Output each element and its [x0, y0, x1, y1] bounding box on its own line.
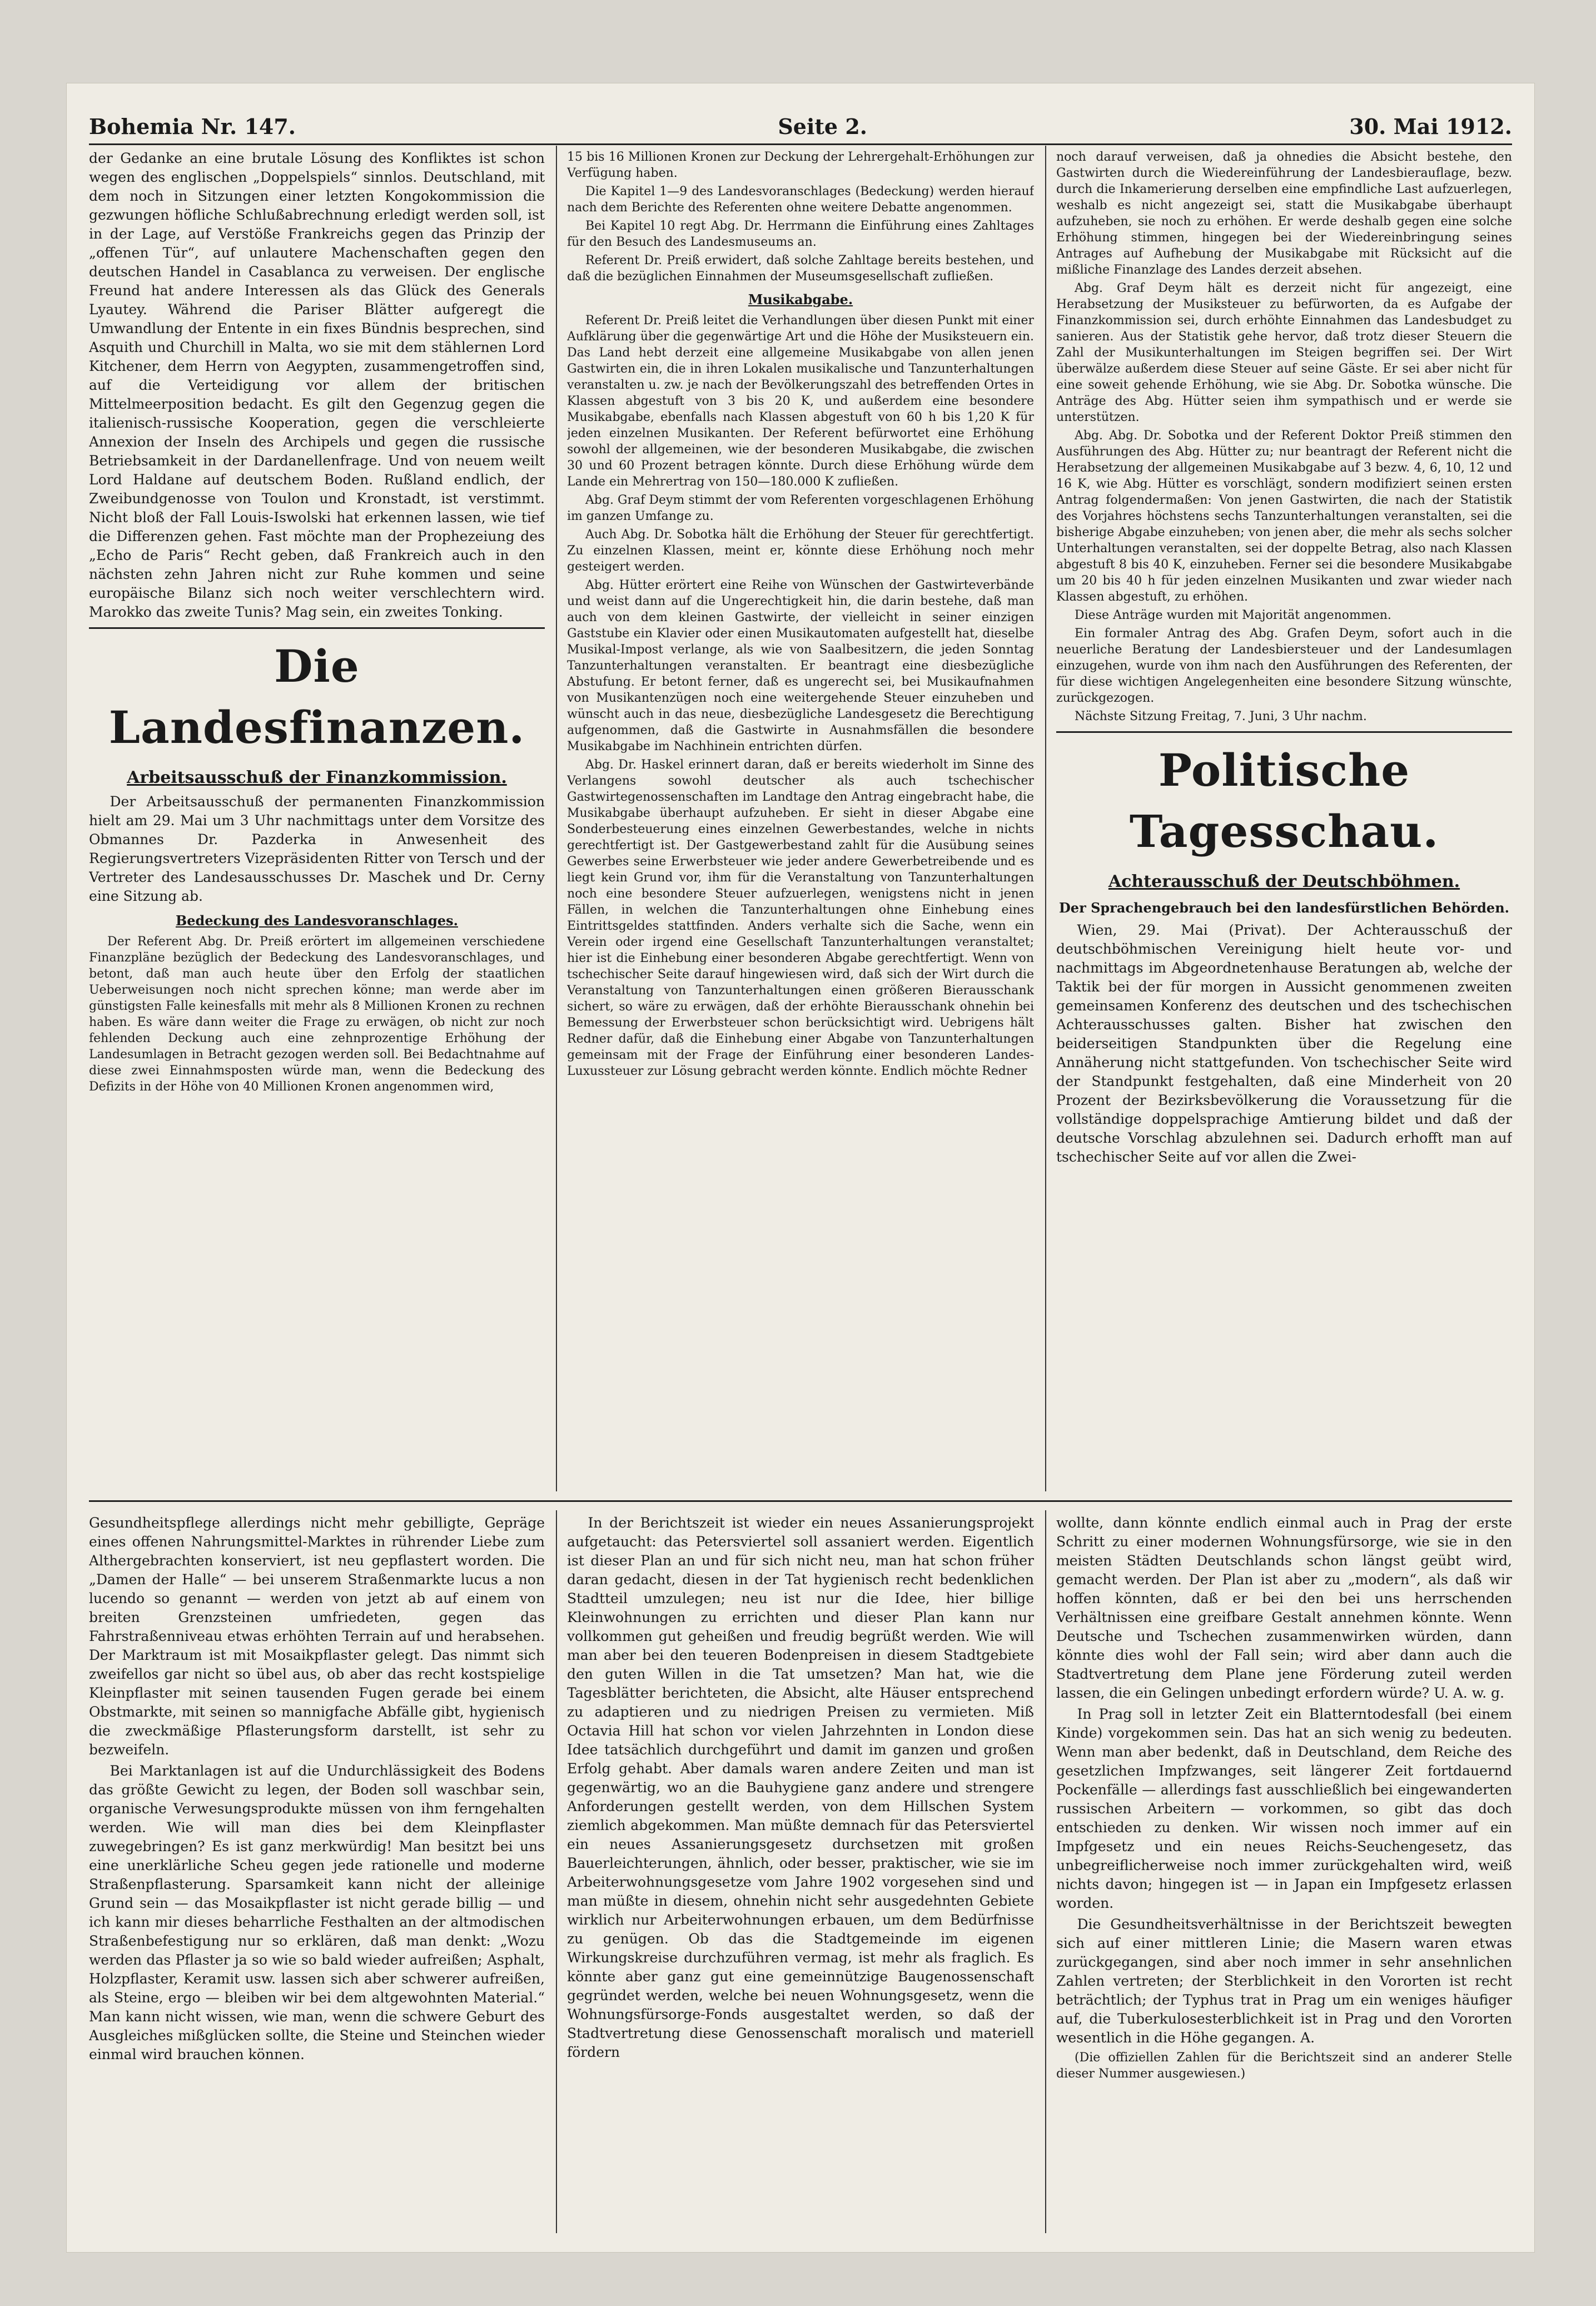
column-rule — [556, 1510, 557, 2233]
article-paragraph: In Prag soll in letzter Zeit ein Blatterntodesfall (bei einem Kinde) vorgekommen sein. Das hat an sich wenig zu bedeuten. Wenn man aber bedenkt, daß in Deutschland, dem Reiche des gesetzlichen Impfzwanges, seit längerer Zeit fortdauernd Pockenfälle — allerdings fast ausschließlich bei eingewanderten russischen Arbeitern — vorkommen, so gibt das doch entschieden zu denken. Wir wissen noch immer auf ein Impfgesetz und ein neues Reichs-Seuchengesetz, das unbegreiflicherweise noch immer zurückgehalten wird, weiß nichts davon; hingegen ist — in Japan ein Impfgesetz erlassen worden. — [1056, 1706, 1512, 1911]
section-subheading: Musikabgabe. — [748, 291, 853, 308]
bottom-column-1 — [89, 1514, 545, 2236]
article-paragraph: Abg. Dr. Haskel erinnert daran, daß er bereits wiederholt im Sinne des Verlangens sowohl deutscher als auch tschechischer Gastwirtegenossenschaften im Landtage den Antrag eingebracht habe, die Musikabgabe überhaupt aufzuheben. Er sieht in dieser Abgabe eine Sonderbesteuerung eines einzelnen Gewerbestandes, welche in nichts gerechtfertigt ist. Der Gastgewerbestand zahlt für die Ausübung seines Gewerbes seine Erwerbsteuer wie jeder andere Gewerbetreibende und es liegt kein Grund vor, ihm für die Veranstaltung von Tanzunterhaltungen noch eine besondere Steuer aufzuerlegen, wenigstens nicht in jenen Fällen, in welchen die Tanzunterhaltungen ohne Einhebung eines Eintrittsgeldes stattfinden. Anders verhalte sich die Sache, wenn ein Verein oder irgend eine Gesellschaft Tanzunterhaltungen veranstaltet; hier ist die Einhebung einer besonderen Abgabe gerechtfertigt. Wenn von tschechischer Seite darauf hingewiesen wird, daß sich der Wirt durch die Veranstaltung von Tanzunterhaltungen einen größeren Bierausschank sichert, so wäre zu erwägen, daß der erhöhte Bierausschank ohnehin bei Bemessung der Erwerbsteuer schon berücksichtigt wird. Uebrigens hält Redner dafür, daß die Einhebung einer Abgabe von Tanzunterhaltungen gemeinsam mit der Frage der Einführung einer besonderen Landes-Luxussteuer zur Lösung gebracht werden könnte. Endlich möchte Redner — [567, 758, 1034, 1078]
section-title: Achterausschuß der Deutschböhmen. — [1108, 872, 1460, 891]
article-footnote: (Die offiziellen Zahlen für die Berichtszeit sind an anderer Stelle dieser Nummer ausgewiesen.) — [1056, 2051, 1512, 2081]
article-paragraph: In der Berichtszeit ist wieder ein neues Assanierungsprojekt aufgetaucht: das Petersviertel soll assaniert werden. Eigentlich ist dieser Plan an und für sich nicht neu, man hat schon früher daran gedacht, diesen in der Tat hygienisch recht bedenklichen Stadtteil umzulegen; neu ist nur die Idee, hier billige Kleinwohnungen zu errichten und dieser Plan kann nur vollkommen gut geheißen und freudig begrüßt werden. Wie will man aber bei den teueren Bodenpreisen in diesem Stadtgebiete den guten Willen in die Tat umsetzen? Man hat, wie die Tagesblätter berichteten, die Absicht, alte Häuser entsprechend zu adaptieren und zu niedrigen Preisen zu vermieten. Miß Octavia Hill hat schon vor vielen Jahrzehnten in London diese Idee tatsächlich durchgeführt und damit im ganzen und großen Erfolg gehabt. Aber damals waren andere Zeiten und man ist gegenwärtig, wo an die Bauhygiene ganz andere und strengere Anforderungen gestellt werden, von dem Hillschen System ziemlich abgekommen. Man müßte demnach für das Petersviertel ein neues Assanierungsgesetz durchsetzen mit großen Bauerleichterungen, ähnlich, oder besser, praktischer, wie sie im Arbeiterwohnungsgesetze vom Jahre 1902 vorgesehen sind und man müßte in diesem, ohnehin nicht sehr ausgedehnten Gebiete wirklich nur Arbeiterwohnungen erbauen, um dem Bedürfnisse zu genügen. Ob das die Stadtgemeinde im eigenen Wirkungskreise durchzuführen vermag, ist mehr als fraglich. Es könnte aber ganz gut eine gemeinnützige Baugenossenschaft gegründet werden, welche bei neuen Wohnungsgesetz, wenn die Wohnungsfürsorge-Fonds ausgestaltet werden, so daß der Stadtvertretung diese Genossenschaft moralisch und materiell fördern — [567, 1515, 1034, 2060]
article-paragraph: Ein formaler Antrag des Abg. Grafen Deym, sofort auch in die neuerliche Beratung der Landesbiersteuer und der Landesumlagen einzugehen, wurde von ihm nach den Ausführungen des Referenten, der für diese wichtigen Angelegenheiten eine besondere Sitzung wünschte, zurückgezogen. — [1056, 627, 1512, 705]
article-paragraph: Die Gesundheitsverhältnisse in der Berichtszeit bewegten sich auf einer mittleren Linie; die Masern waren etwas zurückgegangen, sind aber noch immer in sehr ansehnlichen Zahlen vertreten; der Sterblichkeit in den Vororten ist recht beträchtlich; der Typhus trat in Prag um ein weniges häufiger auf, die Tuberkulosesterblichkeit ist in Prag und den Vororten wesentlich in die Höhe gegangen. A. — [1056, 1916, 1512, 2046]
divider — [1056, 731, 1512, 733]
article-paragraph: Der Arbeitsausschuß der permanenten Finanzkommission hielt am 29. Mai um 3 Uhr nachmittags unter dem Vorsitze des Obmannes Dr. Pazderka in Anwesenheit des Regierungsvertreters Vizepräsidenten Ritter von Tersch und der Vertreter des Landesausschusses Dr. Maschek und Dr. Cerny eine Sitzung ab. — [89, 794, 545, 904]
page-header — [89, 106, 1512, 145]
section-subheading: Der Sprachengebrauch bei den landesfürstlichen Behörden. — [1058, 900, 1510, 916]
article-title-landesfinanzen: Die Landesfinanzen. — [108, 640, 525, 753]
header-right: 30. Mai 1912. — [1349, 114, 1512, 139]
top-column-3 — [1056, 149, 1512, 1495]
top-column-2 — [567, 149, 1034, 1495]
header-center: Seite 2. — [778, 114, 868, 139]
section-separator — [89, 1500, 1512, 1502]
article-paragraph: Abg. Abg. Dr. Sobotka und der Referent Doktor Preiß stimmen den Ausführungen des Abg. Hütter zu; nur beantragt der Referent nicht die Herabsetzung der allgemeinen Musikabgabe auf 3 bezw. 4, 6, 10, 12 und 16 K, wie Abg. Hütter es vorschlägt, sondern modifiziert seinen ersten Antrag folgendermaßen: Von jenen Gastwirten, die nach der Statistik des Vorjahres höchstens sechs Tanzunterhaltungen veranstalten, sei die bisherige Abgabe einzuheben; von jenen aber, die mehr als sechs solcher Unterhaltungen veranstalten, sei der doppelte Betrag, also nach Klassen abgestuft 8 bis 40 K, einzuheben. Ferner sei die besondere Musikabgabe um 20 bis 40 h für jeden einzelnen Musikanten und zwar wieder nach Klassen abgestuft, zu erhöhen. — [1056, 429, 1512, 604]
bottom-column-2 — [567, 1514, 1034, 2236]
article-paragraph: wollte, dann könnte endlich einmal auch in Prag der erste Schritt zu einer modernen Wohnungsfürsorge, wie sie in den meisten Städten Deutschlands schon längst geübt wird, gemacht werden. Der Plan ist aber zu „modern“, als daß wir hoffen könnten, daß er bei den bei uns herrschenden Verhältnissen eine greifbare Gestalt annehmen könnte. Wenn Deutsche und Tschechen zusammenwirken würden, dann könnte dies wohl der Fall sein; wird aber dann auch die Stadtvertretung dem Plane jene Förderung zuteil werden lassen, die ein Gelingen unbedingt erfordern würde? U. A. w. g. — [1056, 1515, 1512, 1701]
article-paragraph: Gesundheitspflege allerdings nicht mehr gebilligte, Gepräge eines offenen Nahrungsmittel-Marktes in rührender Liebe zum Althergebrachten konserviert, ist neu gepflastert worden. Die „Damen der Halle“ — bei unserem Straßenmarkte lucus a non lucendo so genannt — werden von jetzt ab auf einem von breiten Grenzsteinen umfriedeten, gegen das Fahrstraßenniveau etwas erhöhten Terrain auf und herabsehen. Der Marktraum ist mit Mosaikpflaster gelegt. Das nimmt sich zweifellos gar nicht so übel aus, ob aber das recht kostspielige Kleinpflaster mit seinen tausenden Fugen gerade bei einem Obstmarkte, mit seinen so mannigfache Abfälle gibt, hygienisch die zweckmäßige Pflasterungsform darstellt, ist sehr zu bezweifeln. — [89, 1515, 545, 1758]
article-title-tagesschau: Politische Tagesschau. — [1129, 744, 1439, 857]
article-paragraph: Der Referent Abg. Dr. Preiß erörtert im allgemeinen verschiedene Finanzpläne bezüglich der Bedeckung des Landesvoranschlages, und betont, daß man auch heute über den Erfolg der staatlichen Ueberweisungen noch nicht sprechen könne; man werde aber im günstigsten Falle keinesfalls mit mehr als 8 Millionen Kronen zu rechnen haben. Es wäre dann weiter die Frage zu erwägen, ob nicht zur noch fehlenden Deckung auch eine zehnprozentige Erhöhung der Landesumlagen in Betracht gezogen werden soll. Bei Bedachtnahme auf diese zwei Einnahmsposten würde man, wenn die Bedeckung des Defizits in der Höhe von 40 Millionen Kronen angenommen wird, — [89, 935, 545, 1094]
article-paragraph: Nächste Sitzung Freitag, 7. Juni, 3 Uhr nachm. — [1075, 710, 1367, 723]
article-subtitle: Arbeitsausschuß der Finanzkommission. — [127, 768, 507, 787]
article-paragraph: Abg. Hütter erörtert eine Reihe von Wünschen der Gastwirteverbände und weist dann auf die Ungerechtigkeit hin, die darin bestehe, daß man auch von dem kleinen Gastwirte, der vielleicht in seiner einzigen Gaststube ein Klavier oder einen Musikautomaten aufgestellt hat, dieselbe Musikal-Impost verlange, als wie von Saalbesitzern, die jeden Sonntag Tanzunterhaltungen veranstalten. Er beantragt eine diesbezügliche Abstufung. Er betont ferner, daß es ungerecht sei, bei Musikaufnahmen von Musikantenzügen noch eine weitergehende Steuer einzuheben und wünscht auch in das neue, diesbezügliche Landesgesetz die Berechtigung aufgenommen, daß die Gastwirte in Ausnahmsfällen die besondere Musikabgabe im Nachhinein entrichten dürfen. — [567, 578, 1034, 753]
bottom-column-3 — [1056, 1514, 1512, 2236]
article-paragraph: Auch Abg. Dr. Sobotka hält die Erhöhung der Steuer für gerechtfertigt. Zu einzelnen Klassen, meint er, könnte diese Erhöhung noch mehr gesteigert werden. — [567, 528, 1034, 574]
article-paragraph: Referent Dr. Preiß leitet die Verhandlungen über diesen Punkt mit einer Aufklärung über die gegenwärtige Art und die Höhe der Musiksteuern ein. Das Land hebt derzeit eine allgemeine Musikabgabe von allen jenen Gastwirten ein, die in ihren Lokalen musikalische und Tanzunterhaltungen veranstalten u. zw. je nach der Bevölkerungszahl des betreffenden Ortes in Klassen abgestuft von 3 bis 20 K, und außerdem eine besondere Musikabgabe, ebenfalls nach Klassen abgestuft von 60 h bis 1,20 K für jeden einzelnen Musikanten. Der Referent befürwortet eine Erhöhung sowohl der allgemeinen, wie der besonderen Musikabgabe, die zwischen 30 und 60 Prozent betragen könnte. Durch diese Erhöhung würde dem Lande ein Mehrertrag von 150—180.000 K zufließen. — [567, 314, 1034, 489]
newspaper-page — [67, 83, 1534, 2252]
article-paragraph: Bei Kapitel 10 regt Abg. Dr. Herrmann die Einführung eines Zahltages für den Besuch des Landesmuseums an. — [567, 219, 1034, 249]
article-paragraph: Die Kapitel 1—9 des Landesvoranschlages (Bedeckung) werden hierauf nach dem Berichte des Referenten ohne weitere Debatte angenommen. — [567, 185, 1034, 215]
header-left: Bohemia Nr. 147. — [89, 114, 296, 139]
column-rule — [1045, 1510, 1046, 2233]
article-paragraph: Diese Anträge wurden mit Majorität angenommen. — [1075, 608, 1391, 622]
article-paragraph: 15 bis 16 Millionen Kronen zur Deckung der Lehrergehalt-Erhöhungen zur Verfügung haben. — [567, 150, 1034, 180]
section-subheading: Bedeckung des Landesvoranschlages. — [176, 913, 458, 929]
article-paragraph: Abg. Graf Deym stimmt der vom Referenten vorgeschlagenen Erhöhung im ganzen Umfange zu. — [567, 493, 1034, 523]
article-paragraph: der Gedanke an eine brutale Lösung des Konfliktes ist schon wegen des englischen „Doppelspiels“ sinnlos. Deutschland, mit dem noch in Sitzungen einer letzten Kongokommission die gezwungen höfliche Schlußabrechnung erledigt werden soll, ist in der Lage, auf Verstöße Frankreichs gegen das Prinzip der „offenen Tür“, auf unlautere Machenschaften gegen den deutschen Handel in Casablanca zu verweisen. Der englische Freund hat andere Interessen als das Glück des Generals Lyautey. Während die Pariser Blätter aufgeregt die Umwandlung der Entente in ein fixes Bündnis besprechen, sind Asquith und Churchill in Malta, wo sie mit dem stählernen Lord Kitchener, dem Herrn von Aegypten, zusammengetroffen sind, auf die Verteidigung vor allem der britischen Mittelmeerposition bedacht. Es gilt den Gegenzug gegen die italienisch-russische Kooperation, gegen die verschleierte Annexion der Inseln des Archipels und gegen die russische Betriebsamkeit in der Dardanellenfrage. Und von neuem weilt Lord Haldane auf deutschem Boden. Rußland endlich, der Zweibundgenosse von Toulon und Kronstadt, ist verstimmt. Nicht bloß der Fall Louis-Iswolski hat erkennen lassen, wie tief die Differenzen gehen. Fast möchte man der Prophezeiung des „Echo de Paris“ Recht geben, daß Frankreich auch in den nächsten zehn Jahren nicht zur Ruhe kommen und seine europäische Bilanz sich noch weiter verschlechtern wird. Marokko das zweite Tunis? Mag sein, ein zweites Tonking. — [89, 150, 545, 620]
article-paragraph: noch darauf verweisen, daß ja ohnedies die Absicht bestehe, den Gastwirten durch die Wiedereinführung der Landesbierauflage, bezw. durch die Inkamerierung derselben eine empfindliche Last aufzuerlegen, weshalb es nicht angezeigt sei, statt die Musikabgabe überhaupt aufzuheben, sie noch zu erhöhen. Er werde deshalb gegen eine solche Erhöhung stimmen, hingegen bei der Wiedereinbringung seines Antrages auf Aufhebung der Musikabgabe mit Rücksicht auf die mißliche Finanzlage des Landes derzeit absehen. — [1056, 150, 1512, 277]
article-paragraph: Bei Marktanlagen ist auf die Undurchlässigkeit des Bodens das größte Gewicht zu legen, der Boden soll waschbar sein, organische Verwesungsprodukte müssen von ihm ferngehalten werden. Wie will man dies bei dem Kleinpflaster zuwegebringen? Es ist ganz merkwürdig! Man besitzt bei uns eine unerklärliche Scheu gegen jede rationelle und moderne Straßenpflasterung. Sparsamkeit kann nicht der alleinige Grund sein — das Mosaikpflaster ist nicht gerade billig — und ich kann mir dieses beharrliche Festhalten an der altmodischen Straßenbefestigung nur so erklären, daß man denkt: „Wozu werden das Pflaster ja so wie so bald wieder aufreißen; Asphalt, Holzpflaster, Keramit usw. lassen sich aber schwerer aufreißen, als Steine, ergo — bleiben wir bei dem altgewohnten Material.“ Man kann nicht wissen, wie man, wenn die schwere Geburt des Ausgleiches mißglücken sollte, die Steine und Steinchen wieder einmal wird brauchen können. — [89, 1763, 545, 2062]
column-rule — [556, 146, 557, 1491]
column-rule — [1045, 146, 1046, 1491]
article-paragraph: Referent Dr. Preiß erwidert, daß solche Zahltage bereits bestehen, und daß die bezüglichen Einnahmen der Museumsgesellschaft zufließen. — [567, 254, 1034, 284]
top-column-1 — [89, 149, 545, 1495]
article-paragraph: Wien, 29. Mai (Privat). Der Achterausschuß der deutschböhmischen Vereinigung hielt heute vor- und nachmittags im Abgeordnetenhause Beratungen ab, welche der Taktik bei der für morgen in Aussicht genommenen zweiten gemeinsamen Konferenz des deutschen und des tschechischen Achterausschusses galten. Bisher hat zwischen den beiderseitigen Standpunkten über die Regelung eine Annäherung nicht stattgefunden. Von tschechischer Seite wird der Standpunkt festgehalten, daß eine Minderheit von 20 Prozent der Bezirksbevölkerung die Voraussetzung für die vollständige doppelsprachige Amtierung bildet und daß der deutsche Vorschlag abzulehnen sei. Dadurch erhofft man auf tschechischer Seite auf vor allen die Zwei- — [1056, 922, 1512, 1165]
divider — [89, 627, 545, 629]
article-paragraph: Abg. Graf Deym hält es derzeit nicht für angezeigt, eine Herabsetzung der Musiksteuer zu befürworten, da es Aufgabe der Finanzkommission sei, durch erhöhte Einnahmen das Landesbudget zu sanieren. Aus der Statistik gehe hervor, daß trotz dieser Steuern die Zahl der Musikunterhaltungen im Steigen begriffen sei. Der Wirt überwälze außerdem diese Steuer auf seine Gäste. Er sei aber nicht für eine soweit gehende Erhöhung, wie sie Abg. Dr. Sobotka wünsche. Die Anträge des Abg. Hütter seien ihm sympathisch und er werde sie unterstützen. — [1056, 281, 1512, 424]
